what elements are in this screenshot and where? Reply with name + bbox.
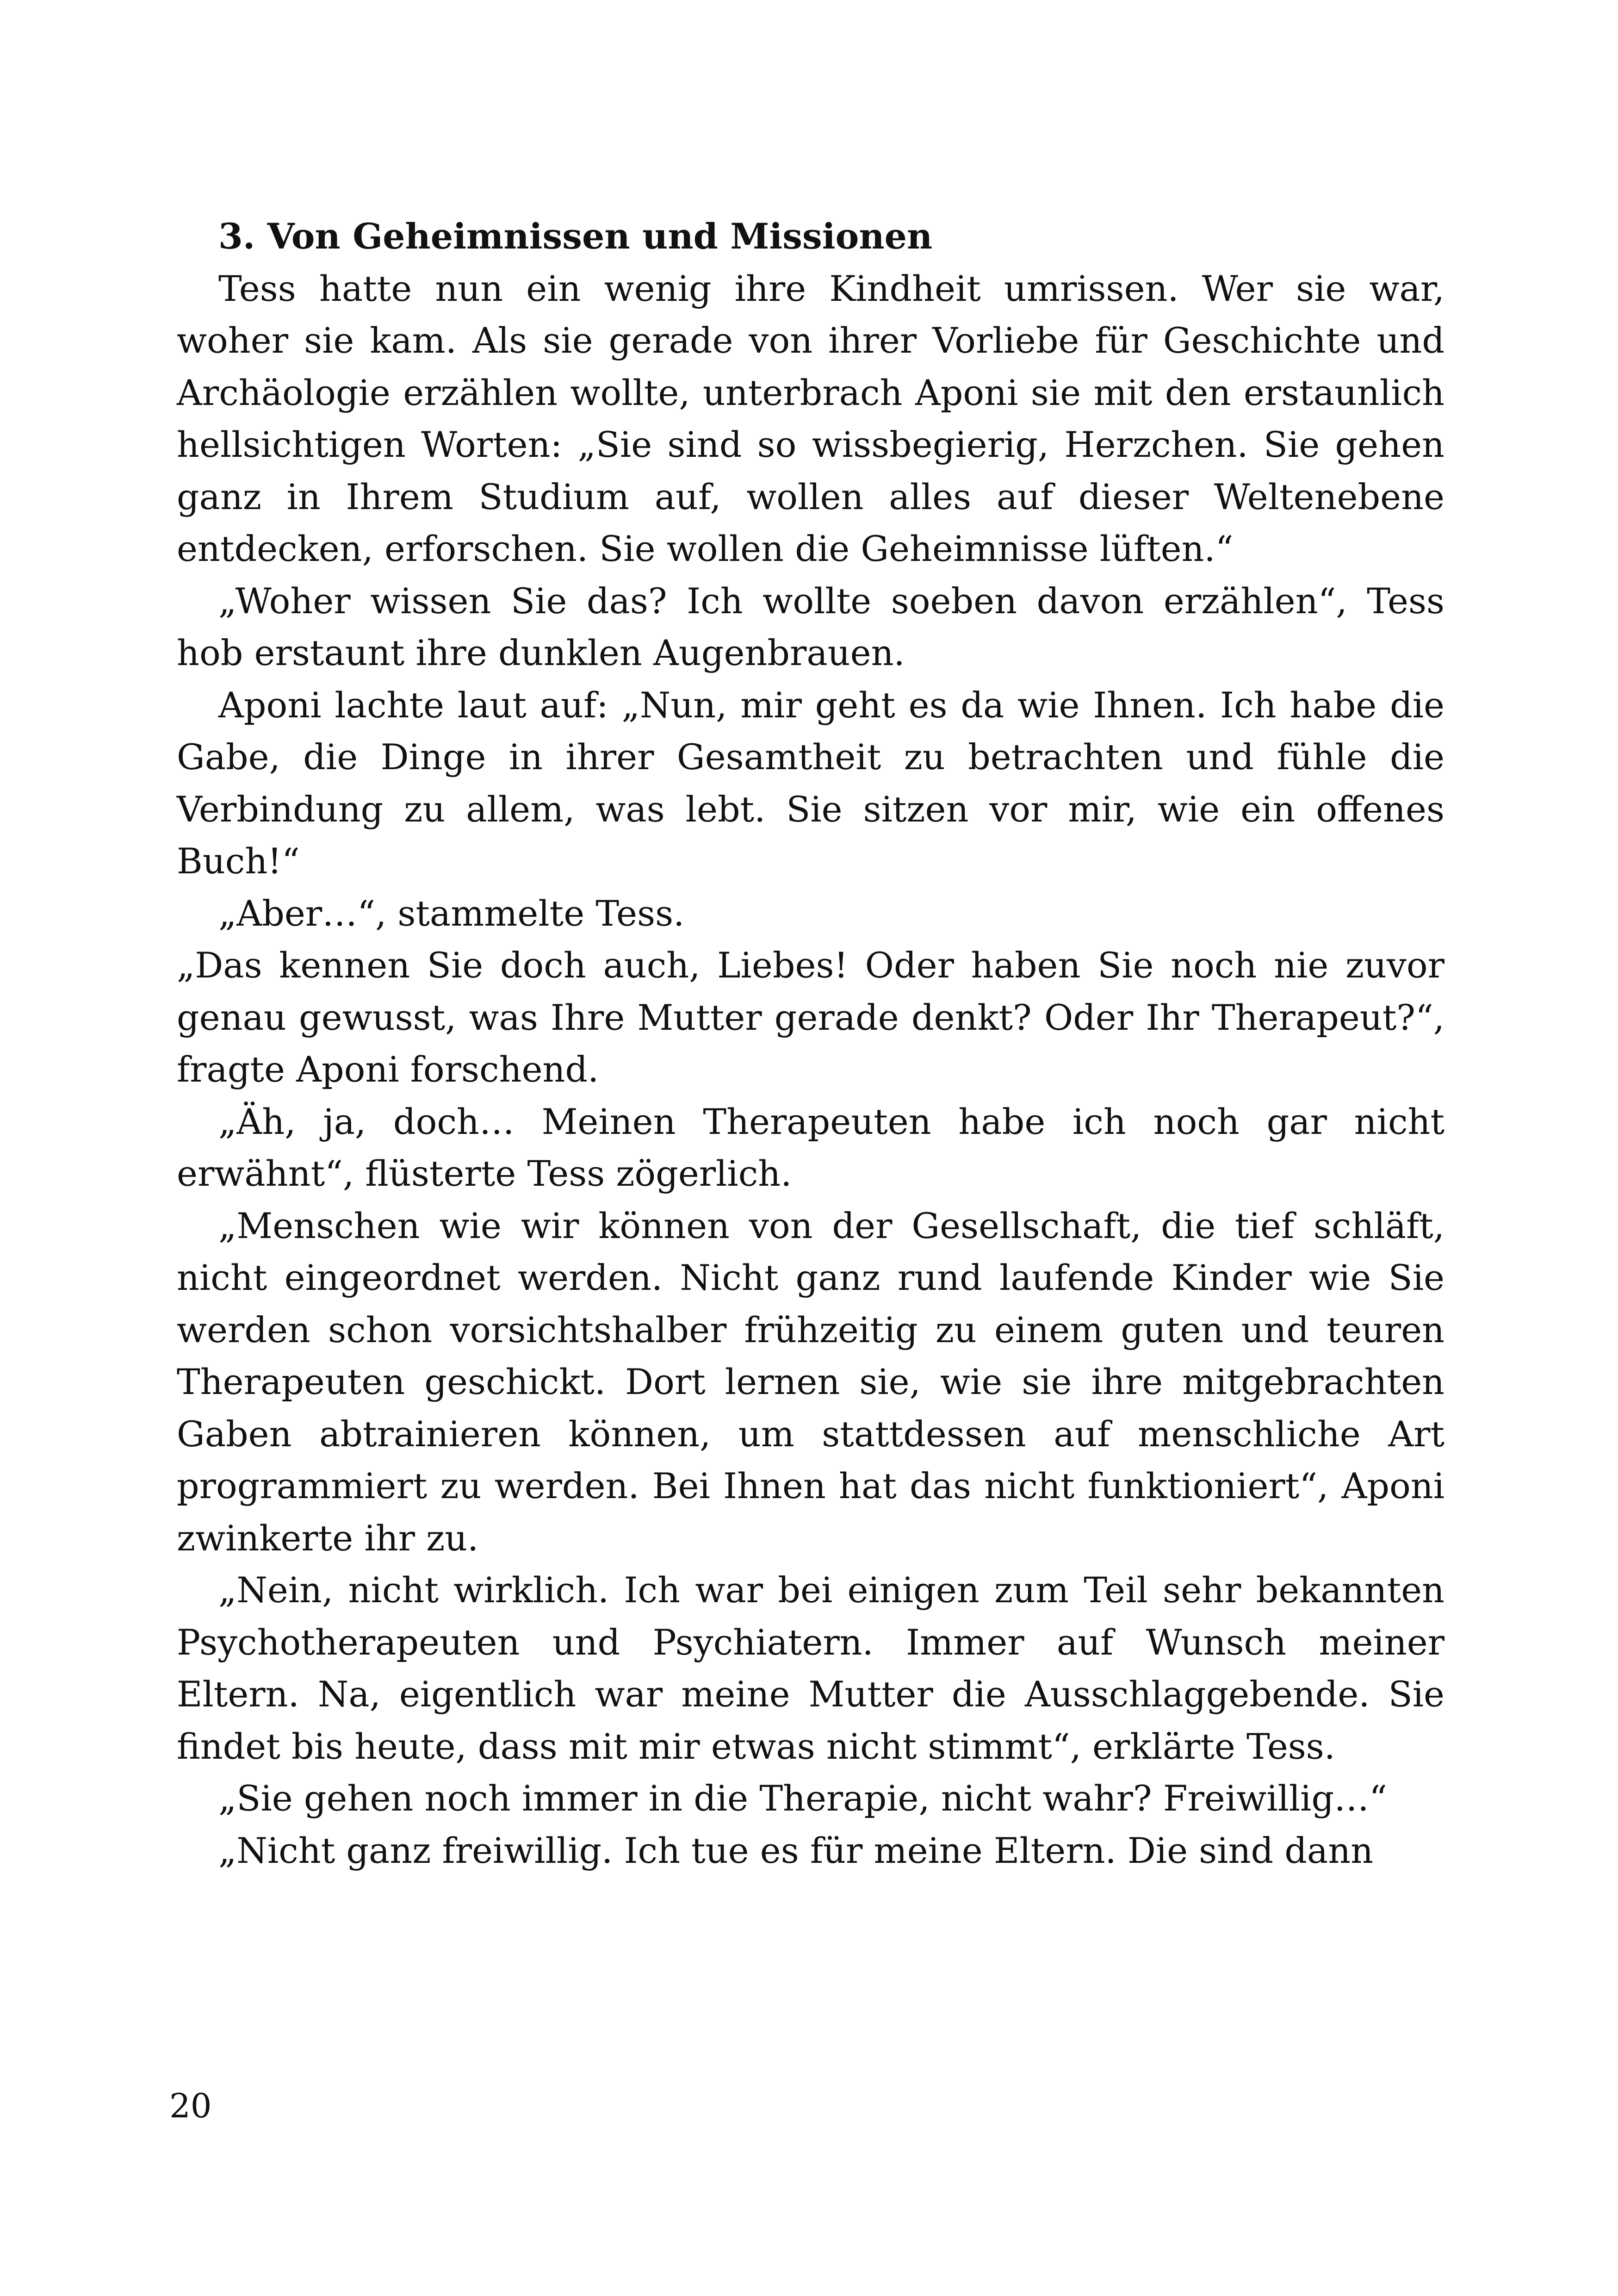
chapter-heading: 3. Von Geheimnissen und Missionen <box>218 216 933 257</box>
paragraph: „Aber…“, stammelte Tess. <box>218 892 685 934</box>
paragraph: „Äh, ja, doch… Meinen Therapeuten habe ich noch gar nicht erwähnt“, flüsterte Tess zögerlich. <box>177 1101 1444 1194</box>
body-text <box>177 211 1444 1877</box>
paragraph: „Sie gehen noch immer in die Therapie, nicht wahr? Freiwillig…“ <box>218 1778 1387 1819</box>
paragraph: „Nicht ganz freiwillig. Ich tue es für meine Eltern. Die sind dann <box>218 1829 1374 1871</box>
paragraph: Tess hatte nun ein wenig ihre Kindheit umrissen. Wer sie war, woher sie kam. Als sie gerade von ihrer Vorliebe für Geschichte und Archäologie erzählen wollte, unterbrach Aponi sie mit den erstaunlich hellsichtigen Worten: „Sie sind so wissbegierig, Herzchen. Sie gehen ganz in Ihrem Studium auf, wollen alles auf dieser Weltenebene entdecken, erforschen. Sie wollen die Geheimnisse lüften.“ <box>177 268 1444 569</box>
paragraph: „Woher wissen Sie das? Ich wollte soeben davon erzählen“, Tess hob erstaunt ihre dunklen Augenbrauen. <box>177 580 1444 673</box>
paragraph: „Nein, nicht wirklich. Ich war bei einigen zum Teil sehr bekannten Psychotherapeuten und Psychiatern. Immer auf Wunsch meiner Eltern. Na, eigentlich war meine Mutter die Ausschlaggebende. Sie findet bis heute, dass mit mir etwas nicht stimmt“, erklärte Tess. <box>177 1569 1444 1767</box>
page-number: 20 <box>169 2086 212 2125</box>
paragraph: „Menschen wie wir können von der Gesellschaft, die tief schläft, nicht eingeordnet werden. Nicht ganz rund laufende Kinder wie Sie werden schon vorsichtshalber frühzeitig zu einem guten und teuren Therapeuten geschickt. Dort lernen sie, wie sie ihre mitgebrachten Gaben abtrainieren können, um stattdessen auf menschliche Art programmiert zu werden. Bei Ihnen hat das nicht funktioniert“, Aponi zwinkerte ihr zu. <box>177 1205 1444 1559</box>
paragraph: „Das kennen Sie doch auch, Liebes! Oder haben Sie noch nie zuvor genau gewusst, was Ihre Mutter gerade denkt? Oder Ihr Therapeut?“, fragte Aponi forschend. <box>177 945 1444 1090</box>
paragraph: Aponi lachte laut auf: „Nun, mir geht es da wie Ihnen. Ich habe die Gabe, die Dinge in ihrer Gesamtheit zu betrachten und fühle die Verbindung zu allem, was lebt. Sie sitzen vor mir, wie ein offenes Buch!“ <box>177 684 1444 882</box>
